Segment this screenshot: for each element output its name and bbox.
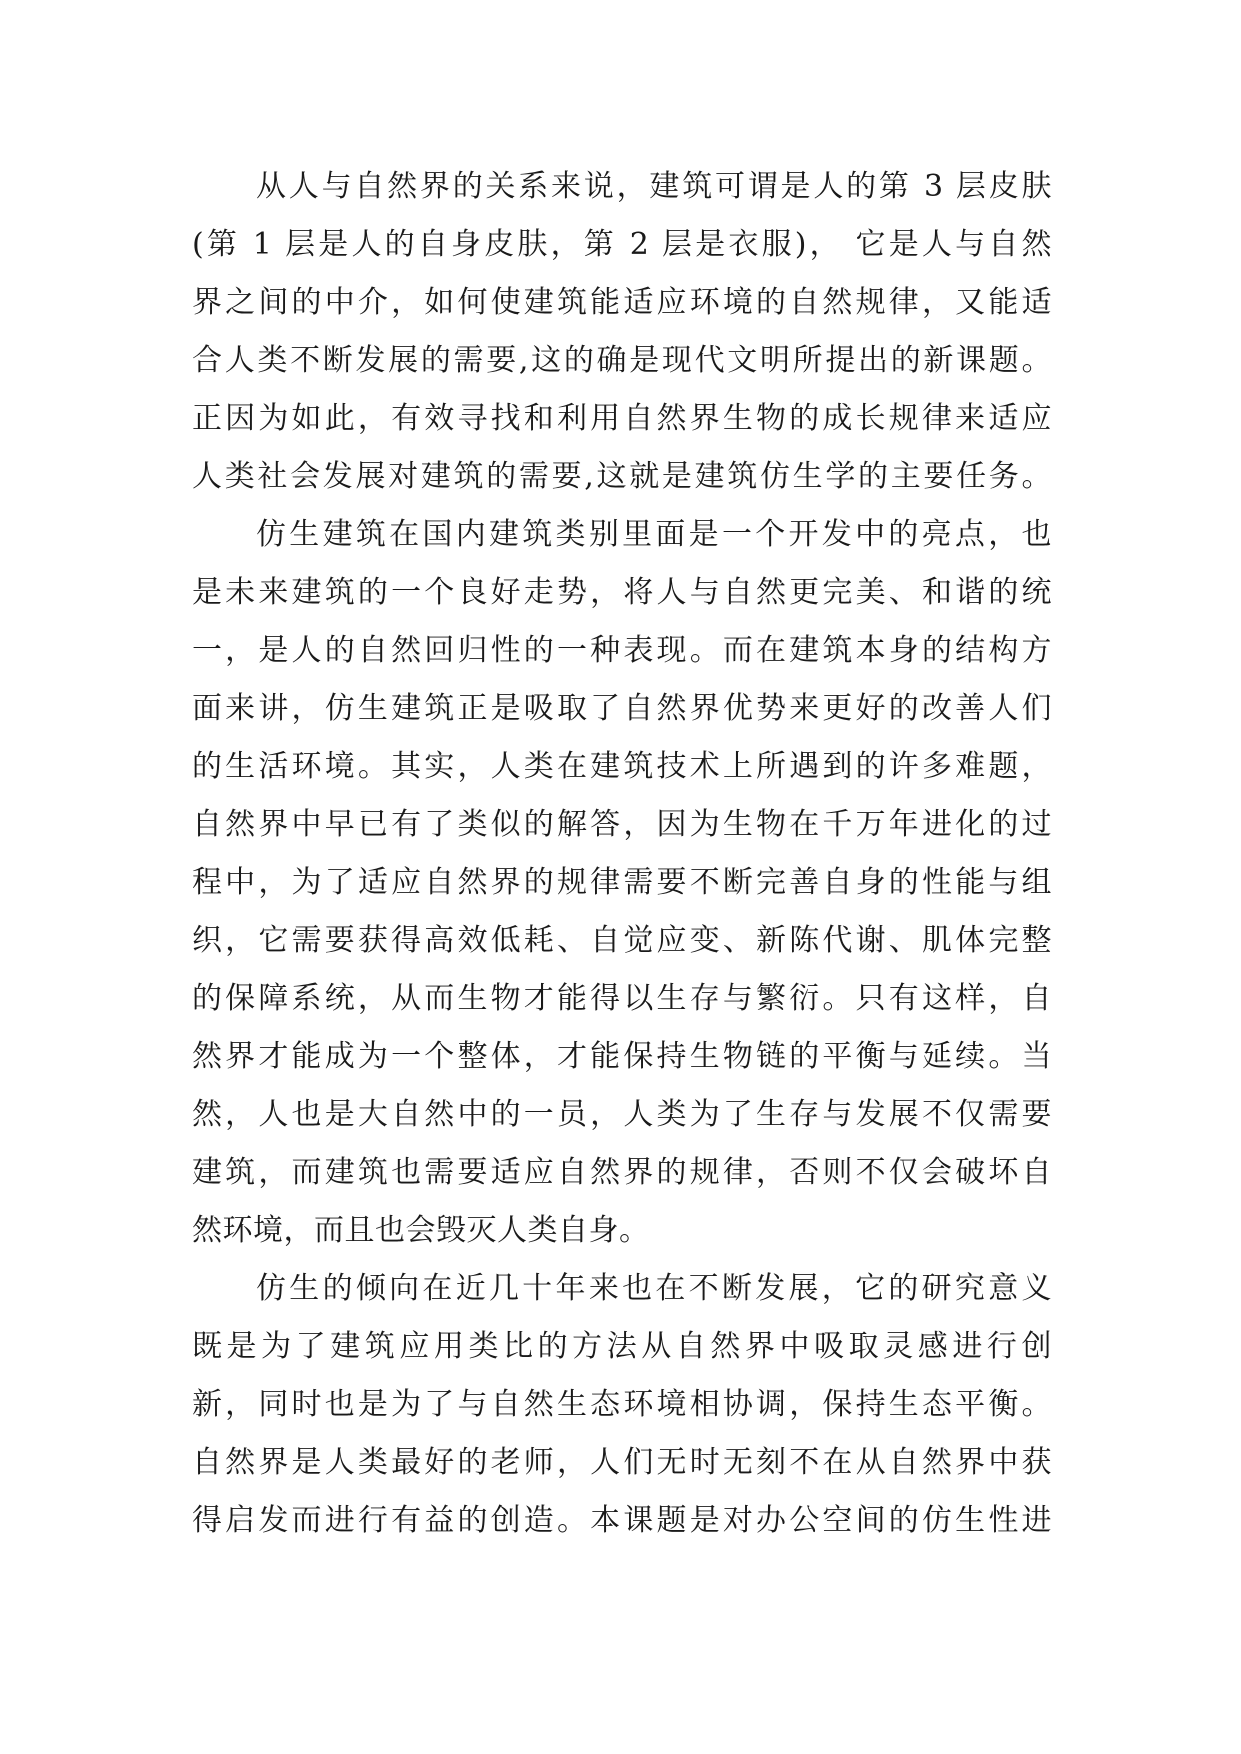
text-line: 织，它需要获得高效低耗、自觉应变、新陈代谢、肌体完整 [192, 923, 1052, 958]
text-line: 的保障系统，从而生物才能得以生存与繁衍。只有这样，自 [192, 981, 1052, 1016]
paragraph-1 [192, 158, 1052, 506]
paragraph-2 [192, 506, 1052, 1260]
text-line: 仿生建筑在国内建筑类别里面是一个开发中的亮点，也 [256, 517, 1052, 552]
text-line: 一，是人的自然回归性的一种表现。而在建筑本身的结构方 [192, 633, 1052, 668]
text-line: 正因为如此，有效寻找和利用自然界生物的成长规律来适应 [192, 401, 1052, 436]
text-line: 既是为了建筑应用类比的方法从自然界中吸取灵感进行创 [192, 1329, 1052, 1364]
text-line: (第 1 层是人的自身皮肤，第 2 层是衣服)， 它是人与自然 [192, 227, 1052, 262]
text-line: 面来讲，仿生建筑正是吸取了自然界优势来更好的改善人们 [192, 691, 1052, 726]
text-line: 新，同时也是为了与自然生态环境相协调，保持生态平衡。 [192, 1387, 1052, 1422]
text-line: 的生活环境。其实，人类在建筑技术上所遇到的许多难题， [192, 749, 1052, 784]
text-line: 然环境，而且也会毁灭人类自身。 [192, 1213, 650, 1248]
text-line: 从人与自然界的关系来说，建筑可谓是人的第 3 层皮肤 [256, 169, 1052, 204]
text-line: 自然界是人类最好的老师，人们无时无刻不在从自然界中获 [192, 1445, 1052, 1480]
text-line: 自然界中早已有了类似的解答，因为生物在千万年进化的过 [192, 807, 1052, 842]
text-line: 仿生的倾向在近几十年来也在不断发展，它的研究意义 [256, 1271, 1052, 1306]
text-line: 程中，为了适应自然界的规律需要不断完善自身的性能与组 [192, 865, 1052, 900]
paragraph-3 [192, 1260, 1052, 1550]
text-line: 建筑，而建筑也需要适应自然界的规律，否则不仅会破坏自 [192, 1155, 1052, 1190]
text-line: 然界才能成为一个整体，才能保持生物链的平衡与延续。当 [192, 1039, 1052, 1074]
text-line: 人类社会发展对建筑的需要,这就是建筑仿生学的主要任务。 [192, 459, 1052, 494]
text-line: 是未来建筑的一个良好走势，将人与自然更完美、和谐的统 [192, 575, 1052, 610]
body-text [192, 158, 1052, 1550]
text-line: 得启发而进行有益的创造。本课题是对办公空间的仿生性进 [192, 1503, 1052, 1538]
text-line: 界之间的中介，如何使建筑能适应环境的自然规律，又能适 [192, 285, 1052, 320]
text-line: 合人类不断发展的需要,这的确是现代文明所提出的新课题。 [192, 343, 1052, 378]
text-line: 然，人也是大自然中的一员，人类为了生存与发展不仅需要 [192, 1097, 1052, 1132]
